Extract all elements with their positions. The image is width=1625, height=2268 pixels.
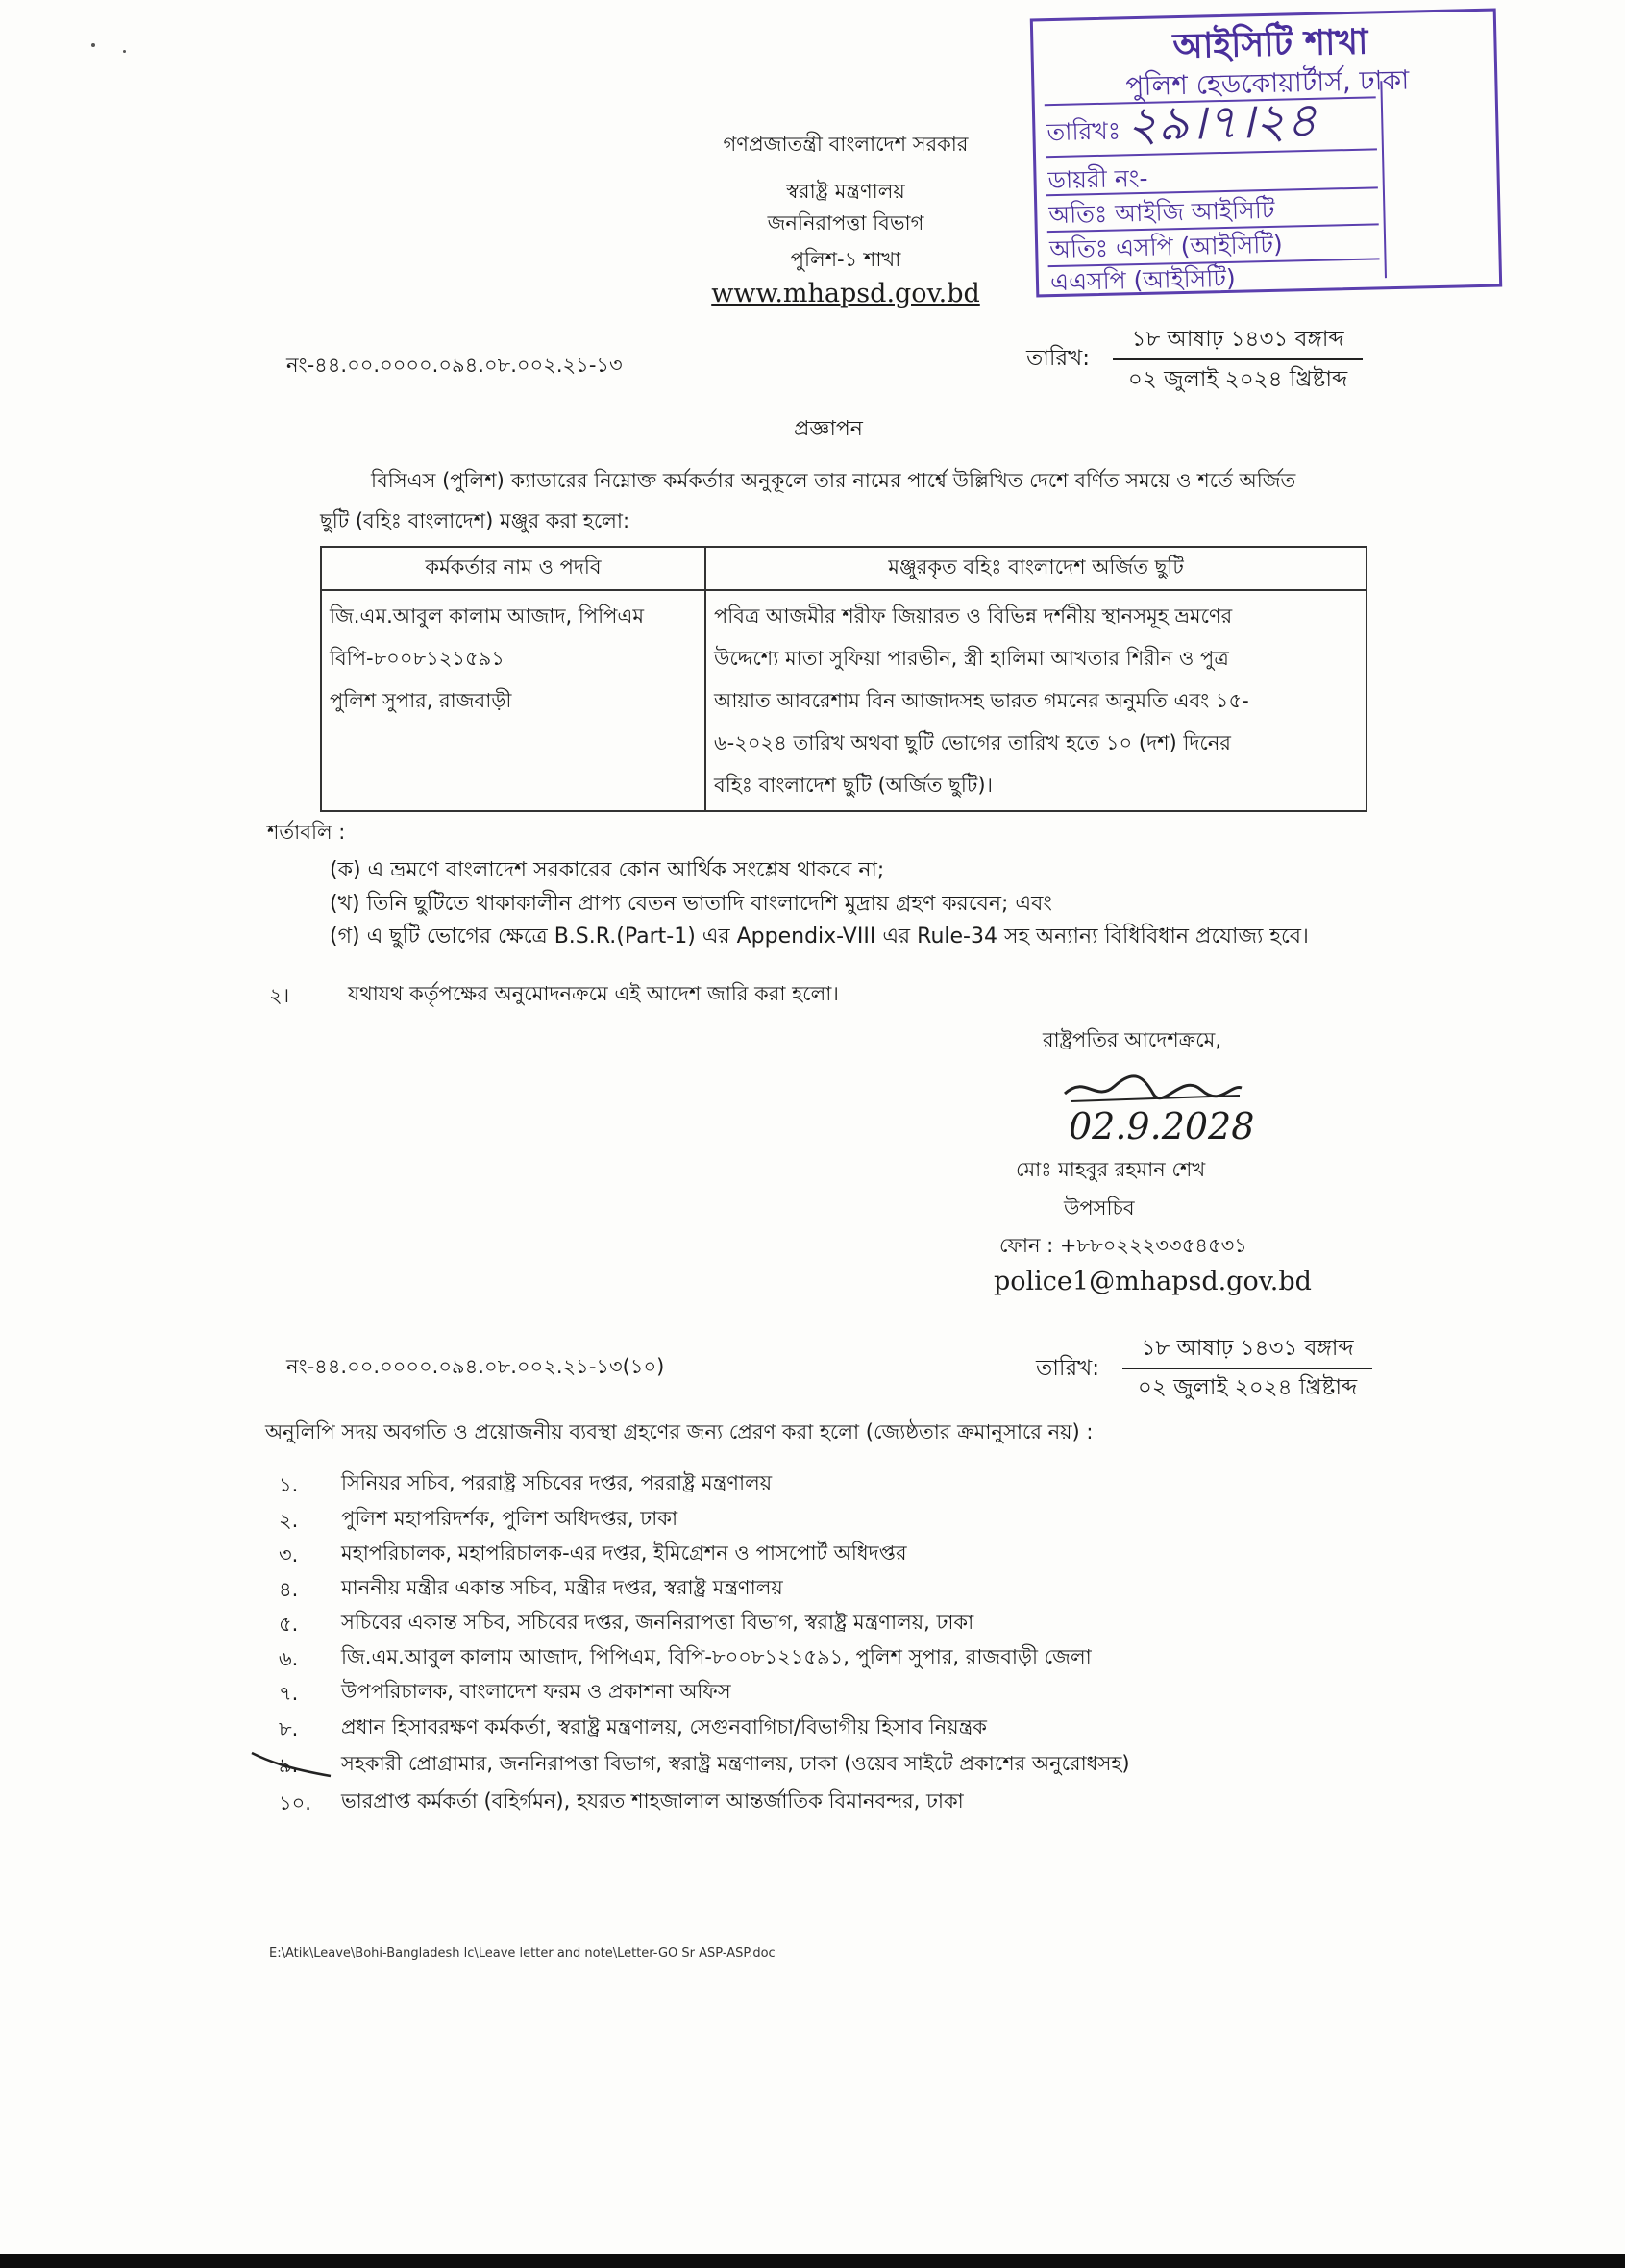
copy-item-text: পুলিশ মহাপরিদর্শক, পুলিশ অধিদপ্তর, ঢাকা [341,1507,678,1530]
conditions-heading: শর্তাবলি : [267,821,346,844]
tick-mark [248,1747,334,1780]
copy-item-number: ১০. [279,1791,311,1814]
para2-text: যথাযথ কর্তৃপক্ষের অনুমোদনক্রমে এই আদেশ জারি করা হলো। [348,982,839,1005]
memo-date-bangla: ১৮ আষাঢ় ১৪৩১ বঙ্গাব্দ [1113,321,1363,360]
memo-date-english: ০২ জুলাই ২০২৪ খ্রিষ্টাব্দ [1127,367,1348,392]
copy-item-text: সহকারী প্রোগ্রামার, জননিরাপত্তা বিভাগ, স্বরাষ্ট্র মন্ত্রণালয়, ঢাকা (ওয়েব সাইটে প্রকাশের অনুরোধসহ) [341,1752,1130,1775]
stamp-diary-label: ডায়রী নং- [1047,163,1148,195]
stamp-date-label: তারিখঃ [1046,116,1121,147]
header-website-link[interactable]: www.mhapsd.gov.bd [711,279,980,308]
copy-item-number: ৯. [279,1754,299,1777]
copy-item-number: ৫. [279,1613,299,1636]
copy-item-text: ভারপ্রাপ্ত কর্মকর্তা (বহির্গমন), হযরত শাহজালাল আন্তর্জাতিক বিমানবন্দর, ঢাকা [341,1789,964,1812]
scan-speck [123,50,126,53]
header-division: জননিরাপত্তা বিভাগ [767,211,924,234]
copy-item-number: ১. [279,1473,299,1496]
copy-item-text: সিনিয়র সচিব, পররাষ্ট্র সচিবের দপ্তর, পররাষ্ট্র মন্ত্রণালয় [341,1471,773,1494]
file-path: E:\Atik\Leave\Bohi-Bangladesh lc\Leave letter and note\Letter-GO Sr ASP-ASP.doc [269,1946,776,1960]
copy-item-number: ৭. [279,1682,299,1705]
stamp-row-addl-ig: অতিঃ আইজি আইসিটি [1048,195,1275,230]
copy-intro: অনুলিপি সদয় অবগতি ও প্রয়োজনীয় ব্যবস্থা গ্রহণের জন্য প্রেরণ করা হলো (জ্যেষ্ঠতার ক্রমানুসারে নয়) : [265,1420,1094,1443]
condition-item: (ক) এ ভ্রমণে বাংলাদেশ সরকারের কোন আর্থিক সংশ্লেষ থাকবে না; [330,858,885,882]
table-cell-officer [321,590,705,811]
copy-memo-number: নং-৪৪.০০.০০০০.০৯৪.০৮.০০২.২১-১৩(১০) [286,1355,665,1378]
leave-line: আয়াত আবরেশাম বিন আজাদসহ ভারত গমনের অনুমতি এবং ১৫- [714,689,1249,712]
stamp-date-handwritten: ২৯।৭।২৪ [1125,91,1318,153]
leave-line: ৬-২০২৪ তারিখ অথবা ছুটি ভোগের তারিখ হতে ১০ (দশ) দিনের [714,731,1231,754]
header-gov: গণপ্রজাতন্ত্রী বাংলাদেশ সরকার [723,133,969,156]
notice-intro-line1: বিসিএস (পুলিশ) ক্যাডারের নিম্নোক্ত কর্মকর্তার অনুকূলে তার নামের পার্শ্বে উল্লিখিত দেশে বর্ণিত সময়ে ও শর্তে অর্জিত [371,469,1296,492]
copy-item-text: উপপরিচালক, বাংলাদেশ ফরম ও প্রকাশনা অফিস [341,1680,731,1703]
scan-edge [0,2254,1625,2268]
copy-item-number: ২. [279,1509,299,1532]
para2-number: ২। [269,984,290,1007]
signatory-email-link[interactable]: police1@mhapsd.gov.bd [994,1267,1312,1296]
leave-line: বহিঃ বাংলাদেশ ছুটি (অর্জিত ছুটি)। [714,774,994,797]
table-header-officer: কর্মকর্তার নাম ও পদবি [321,547,705,590]
copy-item-text: জি.এম.আবুল কালাম আজাদ, পিপিএম, বিপি-৮০০৮১২১৫৯১, পুলিশ সুপার, রাজবাড়ী জেলা [341,1645,1092,1668]
copy-memo-date-label: তারিখ: [1036,1356,1100,1381]
copy-item-number: ৩. [279,1543,299,1566]
copy-item-text: সচিবের একান্ত সচিব, সচিবের দপ্তর, জননিরাপত্তা বিভাগ, স্বরাষ্ট্র মন্ত্রণালয়, ঢাকা [341,1611,974,1634]
copy-item-number: ৬. [279,1647,299,1670]
copy-memo-date-english: ০২ জুলাই ২০২৪ খ্রিষ্টাব্দ [1137,1375,1358,1400]
leave-line: উদ্দেশ্যে মাতা সুফিয়া পারভীন, স্ত্রী হালিমা আখতার শিরীন ও পুত্র [714,647,1229,670]
condition-item: (খ) তিনি ছুটিতে থাকাকালীন প্রাপ্য বেতন ভাতাদি বাংলাদেশি মুদ্রায় গ্রহণ করবেন; এবং [330,892,1052,916]
table-header-leave: মঞ্জুরকৃত বহিঃ বাংলাদেশ অর্জিত ছুটি [705,547,1366,590]
stamp-row-asp: এএসপি (আইসিটি) [1049,263,1237,297]
stamp-subtitle: পুলিশ হেডকোয়ার্টার্স, ঢাকা [1125,63,1410,103]
signatory-designation: উপসচিব [1064,1196,1135,1220]
officer-bp-number: বিপি-৮০০৮১২১৫৯১ [330,647,505,670]
scan-speck [91,43,95,47]
copy-memo-date-bangla: ১৮ আষাঢ় ১৪৩১ বঙ্গাব্দ [1122,1330,1372,1369]
stamp-divider [1380,81,1387,278]
header-ministry: স্বরাষ্ট্র মন্ত্রণালয় [786,180,905,203]
memo-date-label: তারিখ: [1026,346,1091,371]
ict-receipt-stamp [1030,9,1502,298]
memo-number: নং-৪৪.০০.০০০০.০৯৪.০৮.০০২.২১-১৩ [286,354,623,377]
signatory-phone: ফোন : +৮৮০২২২৩৩৫৪৫৩১ [999,1234,1247,1257]
officer-designation: পুলিশ সুপার, রাজবাড়ী [330,689,512,712]
officer-name: জি.এম.আবুল কালাম আজাদ, পিপিএম [330,604,645,628]
leave-table [320,546,1367,812]
copy-item-number: ৪. [279,1578,299,1601]
copy-item-number: ৮. [279,1717,299,1740]
signatory-name: মোঃ মাহবুর রহমান শেখ [1016,1158,1206,1181]
signed-date-handwritten: 02.9.2028 [1069,1105,1255,1147]
order-line: রাষ্ট্রপতির আদেশক্রমে, [1043,1028,1221,1051]
notice-title: প্রজ্ঞাপন [794,417,863,441]
leave-line: পবিত্র আজমীর শরীফ জিয়ারত ও বিভিন্ন দর্শনীয় স্থানসমূহ ভ্রমণের [714,604,1233,628]
stamp-row-addl-sp: অতিঃ এসপি (আইসিটি) [1048,230,1284,264]
table-cell-leave [705,590,1366,811]
copy-item-text: মাননীয় মন্ত্রীর একান্ত সচিব, মন্ত্রীর দপ্তর, স্বরাষ্ট্র মন্ত্রণালয় [341,1576,783,1599]
copy-item-text: প্রধান হিসাবরক্ষণ কর্মকর্তা, স্বরাষ্ট্র মন্ত্রণালয়, সেগুনবাগিচা/বিভাগীয় হিসাব নিয়ন্ত্রক [341,1715,987,1738]
stamp-title: আইসিটি শাখা [1172,22,1368,67]
header-section: পুলিশ-১ শাখা [790,248,901,271]
copy-item-text: মহাপরিচালক, মহাপরিচালক-এর দপ্তর, ইমিগ্রেশন ও পাসপোর্ট অধিদপ্তর [341,1541,907,1565]
condition-item: (গ) এ ছুটি ভোগের ক্ষেত্রে B.S.R.(Part-1) এর Appendix-VIII এর Rule-34 সহ অন্যান্য বিধিবিধান প্রযোজ্য হবে। [330,924,1309,949]
notice-intro-line2: ছুটি (বহিঃ বাংলাদেশ) মঞ্জুর করা হলো: [320,509,630,532]
